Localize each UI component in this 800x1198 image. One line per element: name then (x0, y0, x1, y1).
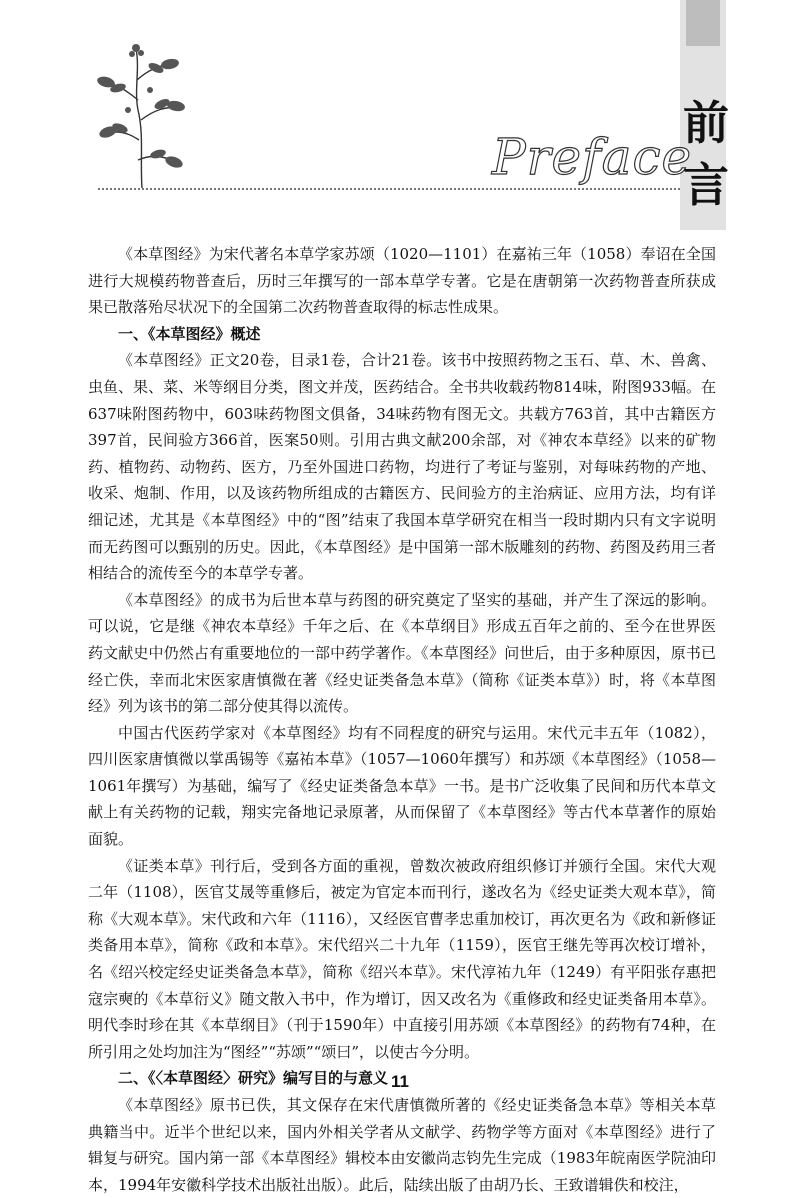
section-heading-1: 一、《本草图经》概述 (118, 324, 261, 343)
header-divider (98, 188, 680, 190)
page-header (0, 0, 800, 235)
paragraph-2: 《本草图经》正文20卷，目录1卷，合计21卷。该书中按照药物之玉石、草、木、兽禽、虫鱼、果、菜、米等纲目分类，图文并茂，医药结合。全书共收载药物814味，附图933幅。在637味附图药物中，603味药物图文俱备，34味药物有图无文。共载方763首，其中古籍医方397首，民间验方366首，医案50则。引用古典文献200余部，对《神农本草经》以来的矿物药、植物药、动物药、医方，乃至外国进口药物，均进行了考证与鉴别，对每味药物的产地、收采、炮制、作用，以及该药物所组成的古籍医方、民间验方的主治病证、应用方法，均有详细记述，尤其是《本草图经》中的“图”结束了我国本草学研究在相当一段时期内只有文字说明而无药图可以甄别的历史。因此，《本草图经》是中国第一部木版雕刻的药物、药图及药用三者相结合的流传至今的本草学专著。 (88, 351, 716, 583)
section-heading-2: 二、《〈本草图经〉研究》编写目的与意义 (118, 1069, 389, 1088)
paragraph-6: 《本草图经》原书已佚，其文保存在宋代唐慎微所著的《经史证类备急本草》等相关本草典籍当中。近半个世纪以来，国内外相关学者从文献学、药物学等方面对《本草图经》进行了辑复与研究。国内第一部《本草图经》辑校本由安徽尚志钧先生完成（1983年皖南医学院油印本，1994年安徽科学技术出版社出版）。此后，陆续出版了由胡乃长、王致谱辑佚和校注， (88, 1096, 716, 1194)
preface-heading-en: Preface (492, 128, 693, 186)
paragraph-4: 中国古代医药学家对《本草图经》均有不同程度的研究与运用。宋代元丰五年（1082），四川医家唐慎微以掌禹锡等《嘉祐本草》（1057—1060年撰写）和苏颂《本草图经》（1058—1061年撰写）为基础，编写了《经史证类备急本草》一书。是书广泛收集了民间和历代本草文献上有关药物的记载，翔实完备地记录原著，从而保留了《本草图经》等古代本草著作的原始面貌。 (88, 723, 716, 849)
paragraph-1: 《本草图经》为宋代著名本草学家苏颂（1020—1101）在嘉祐三年（1058）奉诏在全国进行大规模药物普查后，历时三年撰写的一部本草学专著。它是在唐朝第一次药物普查所获成果已散落殆尽状况下的全国第二次药物普查取得的标志性成果。 (88, 245, 716, 317)
page-number: 11 (391, 1072, 409, 1091)
herb-illustration-icon (92, 40, 192, 190)
preface-heading-cn: 前 言 (683, 96, 729, 212)
paragraph-3: 《本草图经》的成书为后世本草与药图的研究奠定了坚实的基础，并产生了深远的影响。可以说，它是继《神农本草经》千年之后、在《本草纲目》形成五百年之前的、至今在世界医药文献史中仍然占有重要地位的一部中药学著作。《本草图经》问世后，由于多种原因，原书已经亡佚，幸而北宋医家唐慎微在著《经史证类备急本草》（简称《证类本草》）时，将《本草图经》列为该书的第二部分使其得以流传。 (88, 590, 716, 716)
chapter-tab-top (686, 0, 720, 46)
paragraph-5: 《证类本草》刊行后，受到各方面的重视，曾数次被政府组织修订并颁行全国。宋代大观二年（1108），医官艾晟等重修后，被定为官定本而刊行，遂改名为《经史证类大观本草》，简称《大观本草》。宋代政和六年（1116），又经医官曹孝忠重加校订，再次更名为《政和新修证类备用本草》，简称《政和本草》。宋代绍兴二十九年（1159），医官王继先等再次校订增补，名《绍兴校定经史证类备急本草》，简称《绍兴本草》。宋代淳祐九年（1249）有平阳张存惠把寇宗奭的《本草衍义》随文散入书中，作为增订，因又改名为《重修政和经史证类备用本草》。明代李时珍在其《本草纲目》（刊于1590年）中直接引用苏颂《本草图经》的药物有74种，在所引用之处均加注为“图经”“苏颂”“颂曰”，以使古今分明。 (88, 856, 716, 1061)
body-text (88, 241, 716, 1198)
